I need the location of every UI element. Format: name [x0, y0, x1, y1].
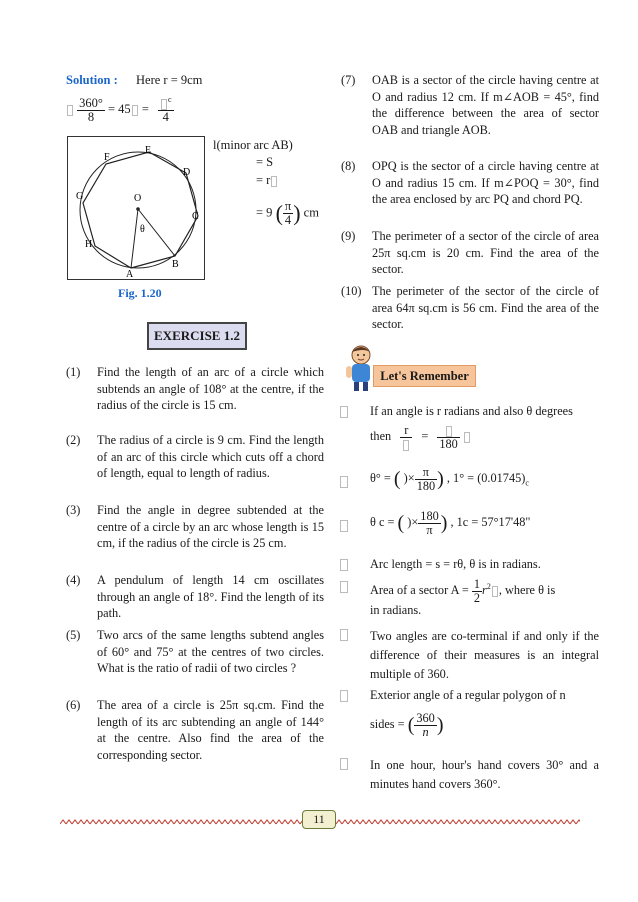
label-B: B: [172, 259, 179, 270]
frac-pi-4: $\frac{^c}{4}$: [158, 96, 174, 124]
exercise-item-1: (1) Find the length of an arc of a circle which subtends an angle of 108° at the centre, if the radius of the circle is 15 cm.: [66, 365, 324, 412]
exercise-item-6: (6) The area of a circle is 25π sq.cm. Find the length of its arc subtending an angle of 144° at the centre. Also find the area of the corresponding sector.: [66, 698, 324, 762]
remember-item-5: Area of a sector A = $\frac{1}{2}$ $r^2$ , where θ is: [370, 577, 556, 605]
exercise-item-9: (9) The perimeter of a sector of the circle of area 25π sq.cm is 20 cm. Find the area of the sector.: [341, 229, 599, 276]
bullet-icon: [340, 629, 348, 641]
remember-item-1: If an angle is r radians and also θ degrees: [370, 404, 573, 418]
remember-item-7-eq: sides = ( $\frac{360}{n}$ ): [370, 711, 444, 739]
label-A: A: [126, 269, 134, 280]
remember-item-6: Two angles are co-terminal if and only if the difference of their measures is an integral multiple of 360.: [370, 629, 599, 681]
frac-half: $\frac{1}{2}$: [473, 577, 481, 605]
frac-180-pi: $\frac{180}{\pi}$: [420, 509, 439, 537]
eq-s: = S: [256, 155, 274, 169]
bullet-icon: [340, 520, 348, 532]
exercise-item-5: (5) Two arcs of the same lengths subtend angles of 60° and 75° at the centres of two circles. What is the ratio of radii of two circles ?: [66, 628, 324, 675]
exercise-title: EXERCISE 1.2: [147, 322, 247, 350]
exercise-item-7: (7) OAB is a sector of the circle having centre at O and radius 12 cm. If m∠AOB = 45°, find the difference between the area of sector OAB and triangle AOB.: [341, 73, 599, 137]
frac-den-8: 8: [87, 109, 95, 124]
solution-label: Solution :: [66, 73, 118, 87]
glyph-placeholder: [161, 99, 167, 110]
glyph-placeholder: [67, 105, 73, 116]
label-C: C: [192, 211, 199, 222]
remember-item-8: In one hour, hour's hand covers 30° and a minutes hand covers 360°.: [370, 758, 599, 791]
lets-remember-title: Let's Remember: [373, 365, 476, 387]
frac-pi-180-2: $\frac{\pi}{180}$: [416, 465, 436, 493]
label-theta: θ: [140, 224, 145, 235]
solution-given: Here r = 9cm: [136, 73, 203, 87]
frac-pi-180: 180: [437, 424, 459, 451]
exercise-item-2: (2) The radius of a circle is 9 cm. Find the length of an arc of this circle which cuts off a chord of length, equal to length of radius.: [66, 433, 324, 480]
frac-r-theta: r: [400, 424, 412, 451]
glyph-placeholder: [132, 105, 138, 116]
exercise-item-8: (8) OPQ is the sector of a circle having centre at O and radius 15 cm. If m∠POQ = 30°, find the area enclosed by arc PQ and chord PQ.: [341, 159, 599, 206]
frac-pi-over-4: $\frac{\pi}{4}$: [284, 199, 292, 228]
glyph-placeholder: [446, 426, 452, 437]
label-F: F: [104, 152, 110, 163]
bullet-icon: [340, 690, 348, 702]
glyph-placeholder: [464, 432, 470, 443]
eq-end: =: [141, 102, 149, 117]
eq-45: = 45: [108, 102, 131, 117]
glyph-placeholder: [271, 176, 277, 187]
figure-caption: Fig. 1.20: [118, 286, 162, 300]
bullet-icon: [340, 406, 348, 418]
figure-1-20: [67, 136, 205, 280]
solution-theta-equation: [66, 96, 174, 124]
arc-length-line: l(minor arc AB): [213, 138, 293, 152]
bullet-icon: [340, 581, 348, 593]
remember-item-2: θ° = ( )× $\frac{\pi}{180}$ ) , $1^\circ = (0.01745)_c$: [370, 465, 529, 493]
remember-item-5-cont: in radians.: [370, 603, 422, 617]
octagon-diagram: [68, 137, 206, 281]
exercise-item-3: (3) Find the angle in degree subtended at the centre of a circle by an arc whose length is 15 cm, if the radius of the circle is 25 cm.: [66, 503, 324, 550]
remember-item-4: Arc length = s = rθ, θ is in radians.: [370, 557, 541, 571]
label-H: H: [85, 239, 93, 250]
label-D: D: [183, 167, 191, 178]
remember-item-1-eq: then r = 180: [370, 424, 471, 451]
eq-r-theta: = r: [256, 173, 278, 188]
label-O: O: [134, 193, 142, 204]
bullet-icon: [340, 476, 348, 488]
bullet-icon: [340, 559, 348, 571]
page-number: 11: [302, 810, 336, 829]
glyph-placeholder: [403, 440, 409, 451]
frac-360-8: $\frac{360^\circ}{8}$: [79, 95, 103, 124]
bullet-icon: [340, 758, 348, 770]
exercise-item-10: (10) The perimeter of the sector of the circle of area 64π sq.cm is 56 cm. Find the area of the sector.: [341, 284, 599, 331]
remember-item-7: Exterior angle of a regular polygon of n: [370, 688, 566, 702]
exercise-item-4: (4) A pendulum of length 14 cm oscillates through an angle of 18°. Find the length of its path.: [66, 573, 324, 620]
label-G: G: [76, 191, 84, 202]
frac-360-n: $\frac{360}{n}$: [416, 711, 435, 739]
label-E: E: [145, 145, 152, 156]
remember-item-3: θ c = ( )× $\frac{180}{\pi}$ ) , 1c = 57°17'48": [370, 509, 531, 537]
glyph-placeholder: [492, 586, 498, 597]
eq-9-pi-4: = 9 ( $\frac{\pi}{4}$ ) cm: [256, 199, 319, 228]
